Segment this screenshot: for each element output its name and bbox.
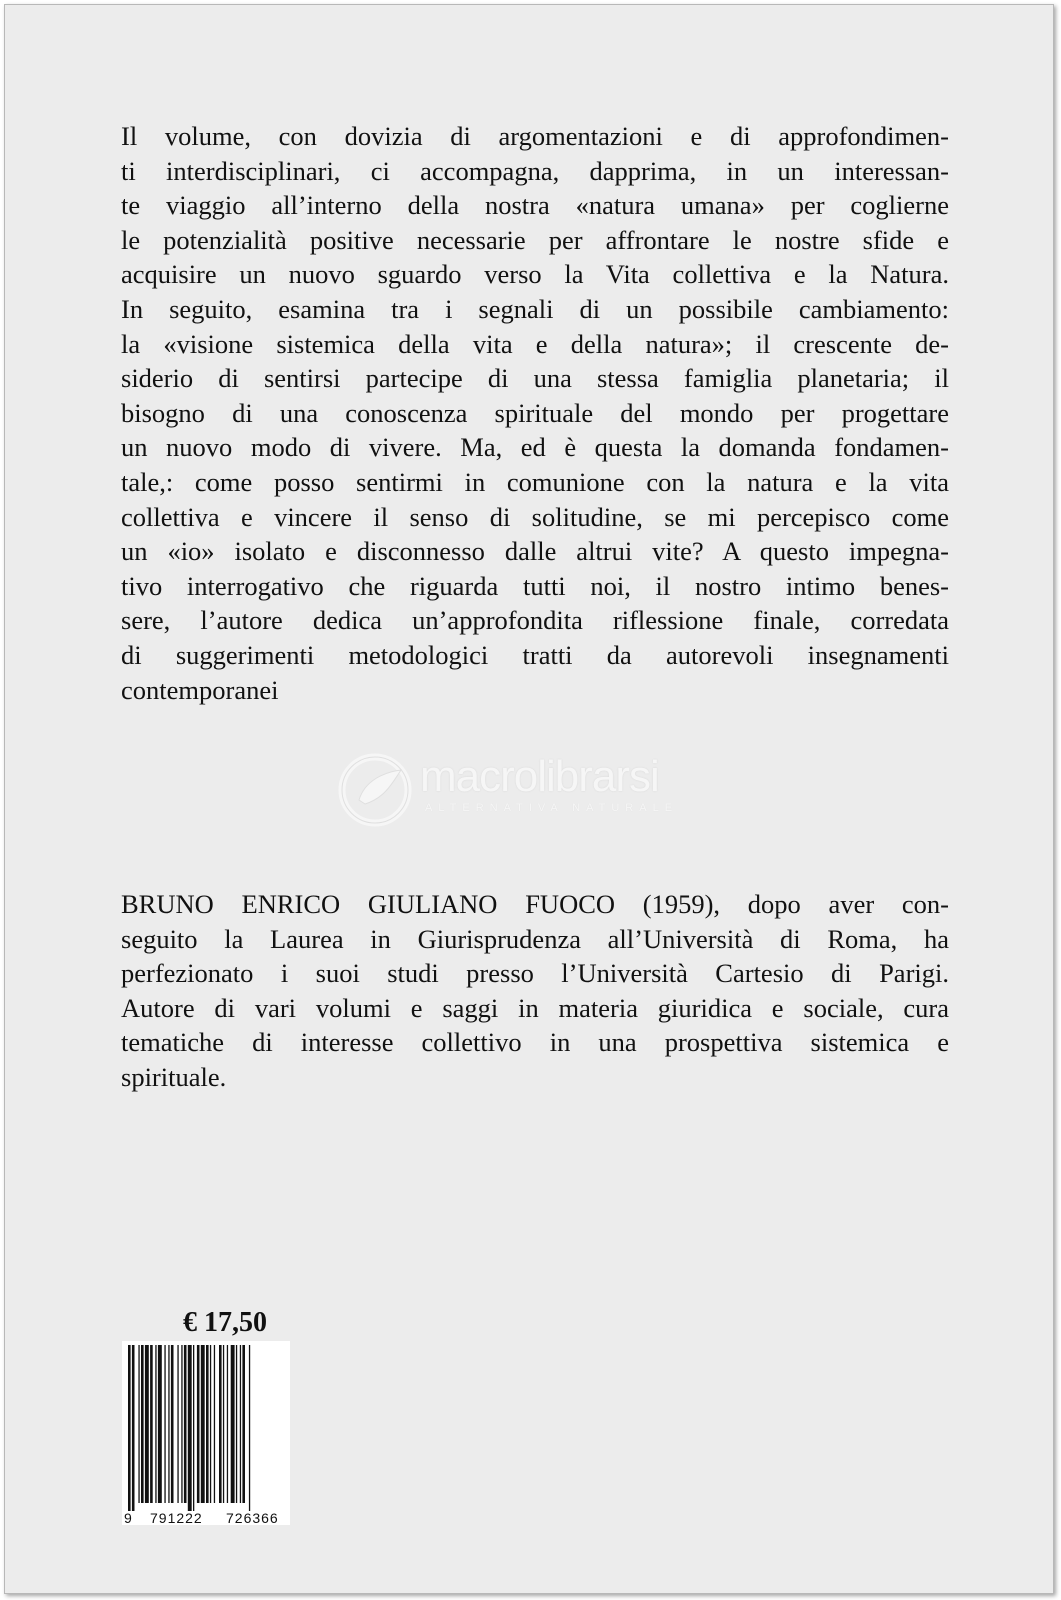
barcode-bar <box>141 1345 144 1503</box>
blurb-line: bisogno di una conoscenza spirituale del mondo per progettare <box>121 397 949 428</box>
isbn-left-digits: 791222 <box>150 1510 203 1526</box>
macrolibrarsi-watermark <box>335 750 735 830</box>
barcode-bar <box>184 1345 187 1503</box>
barcode-bar <box>181 1345 182 1503</box>
barcode-bar <box>214 1345 215 1503</box>
barcode-bar <box>197 1345 200 1503</box>
isbn-digits <box>122 1510 292 1532</box>
blurb-line: le potenzialità positive necessarie per affrontare le nostre sfide e <box>121 224 949 255</box>
barcode-bar <box>236 1345 237 1503</box>
blurb-line: In seguito, esamina tra i segnali di un possibile cambiamento: <box>121 293 949 324</box>
blurb-line: tivo interrogativo che riguarda tutti noi, il nostro intimo benes- <box>121 570 949 601</box>
barcode-bar <box>145 1345 149 1503</box>
blurb-line: acquisire un nuovo sguardo verso la Vita collettiva e la Natura. <box>121 259 949 290</box>
bio-line: perfezionato i suoi studi presso l’Università Cartesio di Parigi. <box>121 958 949 989</box>
bio-line: BRUNO ENRICO GIULIANO FUOCO (1959), dopo aver con- <box>121 889 949 919</box>
leaf-swirl-icon <box>335 750 415 830</box>
blurb-line: contemporanei <box>121 674 279 705</box>
barcode-bar <box>210 1345 211 1503</box>
price-label: € 17,50 <box>183 1307 267 1338</box>
barcode-bar <box>242 1345 245 1503</box>
barcode-bar <box>132 1345 135 1511</box>
barcode-bar <box>164 1345 165 1503</box>
barcode-bar <box>231 1345 235 1503</box>
bio-line: seguito la Laurea in Giurisprudenza all’Università di Roma, ha <box>121 923 949 954</box>
isbn-right-digits: 726366 <box>226 1510 279 1526</box>
blurb-line: collettiva e vincere il senso di solitudine, se mi percepisco come <box>121 501 949 532</box>
barcode-bar <box>249 1345 250 1511</box>
blurb-line: te viaggio all’interno della nostra «natura umana» per coglierne <box>121 190 949 221</box>
blurb-line: siderio di sentirsi partecipe di una stessa famiglia planetaria; il <box>121 363 949 394</box>
blurb-line: di suggerimenti metodologici tratti da autorevoli insegnamenti <box>121 639 949 670</box>
isbn-barcode <box>122 1341 290 1525</box>
blurb-line: un nuovo modo di vivere. Ma, ed è questa la domanda fondamen- <box>121 432 949 463</box>
watermark-brand: macrolibrarsi <box>420 752 659 801</box>
bio-line: tematiche di interesse collettivo in una prospettiva sistemica e <box>121 1027 949 1058</box>
barcode-bar <box>219 1345 222 1503</box>
book-back-cover <box>4 4 1054 1594</box>
blurb-line: ti interdisciplinari, ci accompagna, dapprima, in un interessan- <box>121 155 949 186</box>
barcode-bar <box>168 1345 169 1503</box>
barcode-bar <box>193 1345 194 1511</box>
barcode-bar <box>158 1345 162 1503</box>
watermark-tagline: ALTERNATIVA NATURALE <box>425 802 679 814</box>
blurb-line: la «visione sistemica della vita e della natura»; il crescente de- <box>121 328 949 359</box>
barcode-bar <box>171 1345 174 1503</box>
blurb-line: Il volume, con dovizia di argomentazioni e di approfondimen- <box>121 121 949 151</box>
barcode-bar <box>201 1345 205 1503</box>
barcode-bar <box>177 1345 178 1503</box>
blurb-line: un «io» isolato e disconnesso dalle altrui vite? A questo impegna- <box>121 536 949 567</box>
barcode-bar <box>138 1345 139 1503</box>
bio-line: Autore di vari volumi e saggi in materia giuridica e sociale, cura <box>121 992 949 1023</box>
barcode-bar <box>206 1345 209 1503</box>
isbn-first-digit: 9 <box>124 1510 132 1526</box>
barcode-bar <box>150 1345 153 1503</box>
barcode-bar <box>155 1345 156 1503</box>
author-bio-paragraph <box>121 887 949 1095</box>
blurb-paragraph <box>121 119 949 707</box>
barcode-bar <box>188 1345 192 1511</box>
barcode-bar <box>240 1345 241 1503</box>
barcode-bar <box>227 1345 228 1503</box>
blurb-line: sere, l’autore dedica un’approfondita riflessione finale, corredata <box>121 605 949 636</box>
barcode-bar <box>128 1345 131 1511</box>
blurb-line: tale,: come posso sentirmi in comunione con la natura e la vita <box>121 466 949 497</box>
bio-line: spirituale. <box>121 1061 227 1092</box>
barcode-bar <box>223 1345 224 1503</box>
